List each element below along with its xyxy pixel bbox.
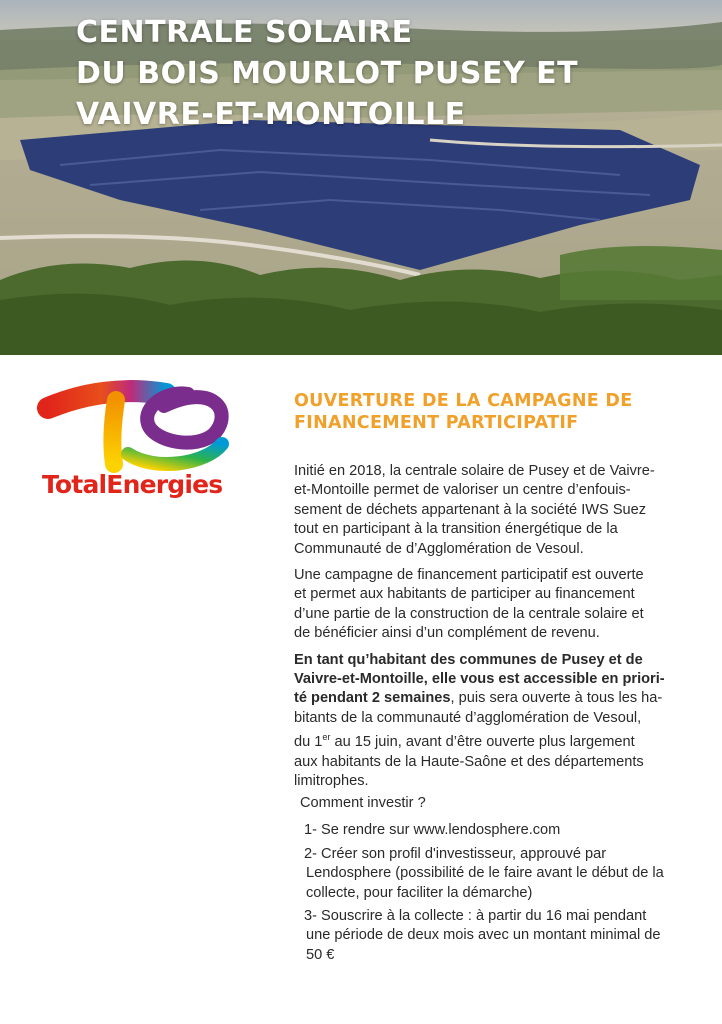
- text-line: 2- Créer son profil d'investisseur, approuvé par: [304, 845, 607, 862]
- section-title-line: OUVERTURE DE LA CAMPAGNE DE: [294, 391, 633, 411]
- text-line: et-Montoille permet de valoriser un centre d’enfouis-: [294, 482, 631, 499]
- text-line: 1- Se rendre sur www.lendosphere.com: [304, 822, 561, 839]
- text-line: bitants de la communauté d’agglomération de Vesoul,: [294, 709, 642, 726]
- text-line: aux habitants de la Haute-Saône et des départements: [294, 753, 644, 770]
- text-line: Lendosphere (possibilité de le faire avant le début de la: [306, 865, 664, 882]
- text-line: d’une partie de la construction de la centrale solaire et: [294, 605, 644, 622]
- section-title: [294, 390, 633, 434]
- text-line: une période de deux mois avec un montant minimal de: [306, 927, 661, 944]
- section-title-line: FINANCEMENT PARTICIPATIF: [294, 413, 579, 433]
- text-line: et permet aux habitants de participer au financement: [294, 586, 635, 603]
- text-line: Une campagne de financement participatif est ouverte: [294, 567, 644, 584]
- hero-photo: [0, 0, 722, 355]
- text-line: de bénéficier ainsi d’un complément de revenu.: [294, 625, 600, 642]
- bold-text: té pendant 2 semaines: [294, 690, 451, 707]
- paragraph-campaign: [294, 566, 674, 644]
- hero-title-line: VAIVRE-ET-MONTOILLE: [76, 97, 466, 132]
- bold-text: Vaivre-et-Montoille, elle vous est accessible en priori-: [294, 671, 665, 688]
- text-line: [294, 651, 674, 670]
- text-segment: du 1: [294, 734, 323, 751]
- text-line: [294, 670, 674, 689]
- text-segment: , puis sera ouverte à tous les ha-: [450, 690, 663, 707]
- text-line: sement de déchets appartenant à la société IWS Suez: [294, 501, 647, 518]
- text-line: Communauté de d’Agglomération de Vesoul.: [294, 540, 584, 557]
- invest-steps: [300, 821, 700, 965]
- superscript: er: [322, 732, 331, 743]
- text-line: [294, 728, 674, 752]
- text-line: 3- Souscrire à la collecte : à partir du 16 mai pendant: [304, 908, 647, 925]
- text-line: collecte, pour faciliter la démarche): [306, 884, 533, 901]
- bold-text: En tant qu’habitant des communes de Pusey et de: [294, 651, 643, 668]
- hero-title-line: DU BOIS MOURLOT PUSEY ET: [76, 56, 579, 91]
- article-body: [294, 462, 674, 798]
- invest-step: [304, 845, 700, 903]
- paragraph-intro: [294, 462, 674, 559]
- invest-step: [304, 821, 700, 840]
- text-segment: au 15 juin, avant d’être ouverte plus largement: [330, 734, 635, 751]
- text-line: tout en participant à la transition énergétique de la: [294, 521, 618, 538]
- brand-name: TotalEnergies: [42, 470, 223, 499]
- text-line: limitrophes.: [294, 772, 369, 789]
- hero-title: [76, 12, 578, 135]
- how-to-invest: [300, 794, 700, 969]
- invest-heading: Comment investir ?: [300, 795, 426, 811]
- paragraph-priority: [294, 651, 674, 792]
- hero-title-line: CENTRALE SOLAIRE: [76, 15, 413, 50]
- text-line: 50 €: [306, 946, 335, 963]
- invest-step: [304, 907, 700, 965]
- text-line: [294, 689, 674, 708]
- text-line: Initié en 2018, la centrale solaire de Pusey et de Vaivre-: [294, 463, 655, 479]
